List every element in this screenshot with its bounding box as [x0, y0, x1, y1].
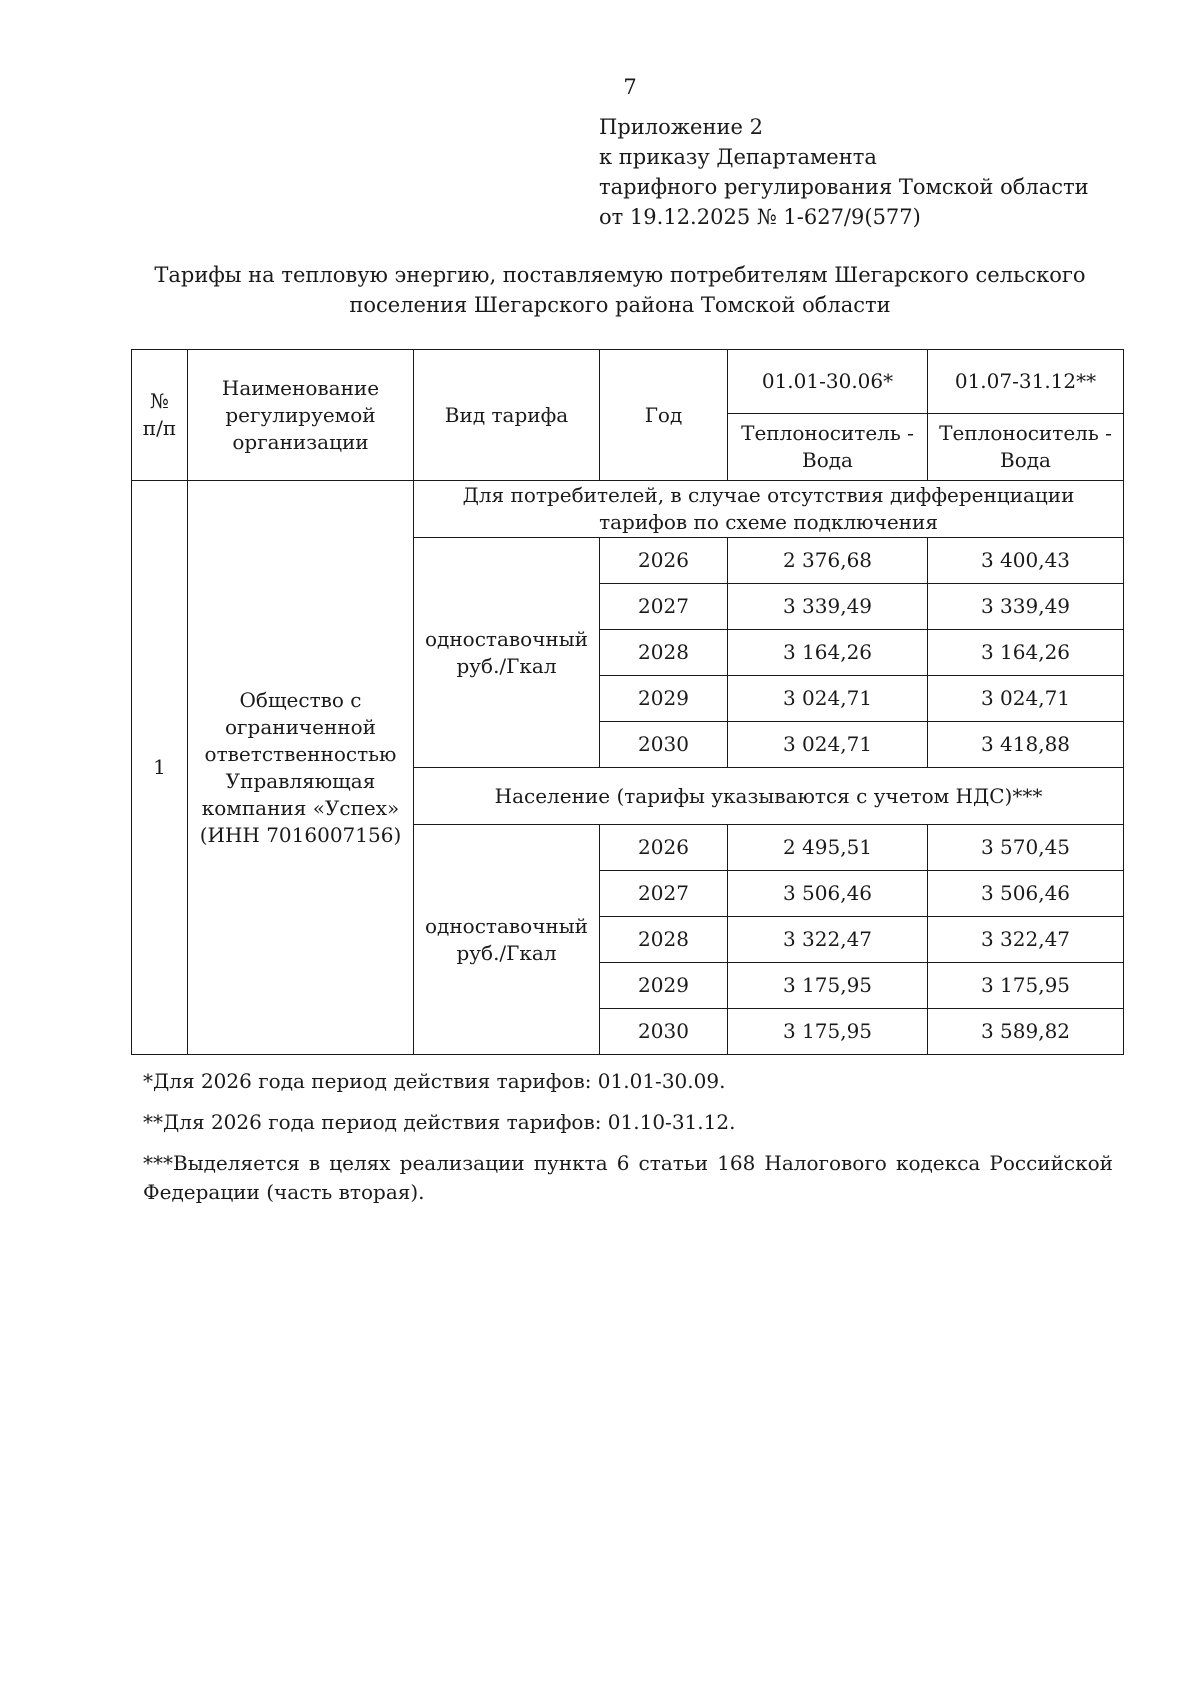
footnote: ***Выделяется в целях реализации пункта 6 статьи 168 Налогового кодекса Российской Федерации (часть вторая). [143, 1151, 1113, 1204]
appendix-line: от 19.12.2025 № 1-627/9(577) [599, 205, 921, 229]
value-cell: 2 376,68 [728, 538, 928, 584]
header-number: № п/п [132, 350, 188, 481]
footnote: *Для 2026 года период действия тарифов: 01.01-30.09. [143, 1069, 726, 1093]
value-cell: 3 589,82 [928, 1009, 1124, 1055]
page-number: 7 [623, 75, 637, 99]
group-title: Для потребителей, в случае отсутствия дифференциации тарифов по схеме подключения [414, 481, 1124, 538]
footnote: **Для 2026 года период действия тарифов: 01.10-31.12. [143, 1110, 736, 1134]
appendix-header [599, 112, 1089, 232]
group-title-row [132, 481, 1124, 538]
appendix-line: к приказу Департамента [599, 145, 877, 169]
value-cell: 3 164,26 [728, 630, 928, 676]
organization-name: Общество с ограниченной ответственностью Управляющая компания «Успех» (ИНН 7016007156) [188, 481, 414, 1055]
year-cell: 2030 [600, 1009, 728, 1055]
value-cell: 3 400,43 [928, 538, 1124, 584]
header-tariff-type: Вид тарифа [414, 350, 600, 481]
row-number: 1 [132, 481, 188, 1055]
value-cell: 3 506,46 [728, 871, 928, 917]
year-cell: 2027 [600, 871, 728, 917]
value-cell: 2 495,51 [728, 825, 928, 871]
year-cell: 2028 [600, 630, 728, 676]
year-cell: 2029 [600, 963, 728, 1009]
header-carrier-2: Теплоноситель - Вода [928, 414, 1124, 481]
footnotes [143, 1067, 1113, 1219]
header-period-2: 01.07-31.12** [928, 350, 1124, 414]
header-period-1: 01.01-30.06* [728, 350, 928, 414]
title-line: поселения Шегарского района Томской области [349, 293, 891, 317]
value-cell: 3 024,71 [928, 676, 1124, 722]
title-line: Тарифы на тепловую энергию, поставляемую потребителям Шегарского сельского [154, 263, 1086, 287]
group-title: Население (тарифы указываются с учетом НДС)*** [414, 768, 1124, 825]
year-cell: 2026 [600, 538, 728, 584]
value-cell: 3 024,71 [728, 722, 928, 768]
value-cell: 3 322,47 [728, 917, 928, 963]
year-cell: 2029 [600, 676, 728, 722]
tariff-type-cell: одноставочный руб./Гкал [414, 538, 600, 768]
header-organization: Наименование регулируемой организации [188, 350, 414, 481]
tariff-type-cell: одноставочный руб./Гкал [414, 825, 600, 1055]
value-cell: 3 339,49 [728, 584, 928, 630]
value-cell: 3 024,71 [728, 676, 928, 722]
header-carrier-1: Теплоноситель - Вода [728, 414, 928, 481]
appendix-line: тарифного регулирования Томской области [599, 175, 1089, 199]
value-cell: 3 570,45 [928, 825, 1124, 871]
year-cell: 2026 [600, 825, 728, 871]
value-cell: 3 322,47 [928, 917, 1124, 963]
document-title [140, 260, 1100, 320]
value-cell: 3 175,95 [928, 963, 1124, 1009]
value-cell: 3 175,95 [728, 963, 928, 1009]
header-year: Год [600, 350, 728, 481]
value-cell: 3 339,49 [928, 584, 1124, 630]
appendix-line: Приложение 2 [599, 115, 763, 139]
value-cell: 3 175,95 [728, 1009, 928, 1055]
value-cell: 3 506,46 [928, 871, 1124, 917]
year-cell: 2030 [600, 722, 728, 768]
tariff-table [131, 349, 1124, 1055]
year-cell: 2028 [600, 917, 728, 963]
header-row [132, 350, 1124, 414]
value-cell: 3 164,26 [928, 630, 1124, 676]
value-cell: 3 418,88 [928, 722, 1124, 768]
year-cell: 2027 [600, 584, 728, 630]
